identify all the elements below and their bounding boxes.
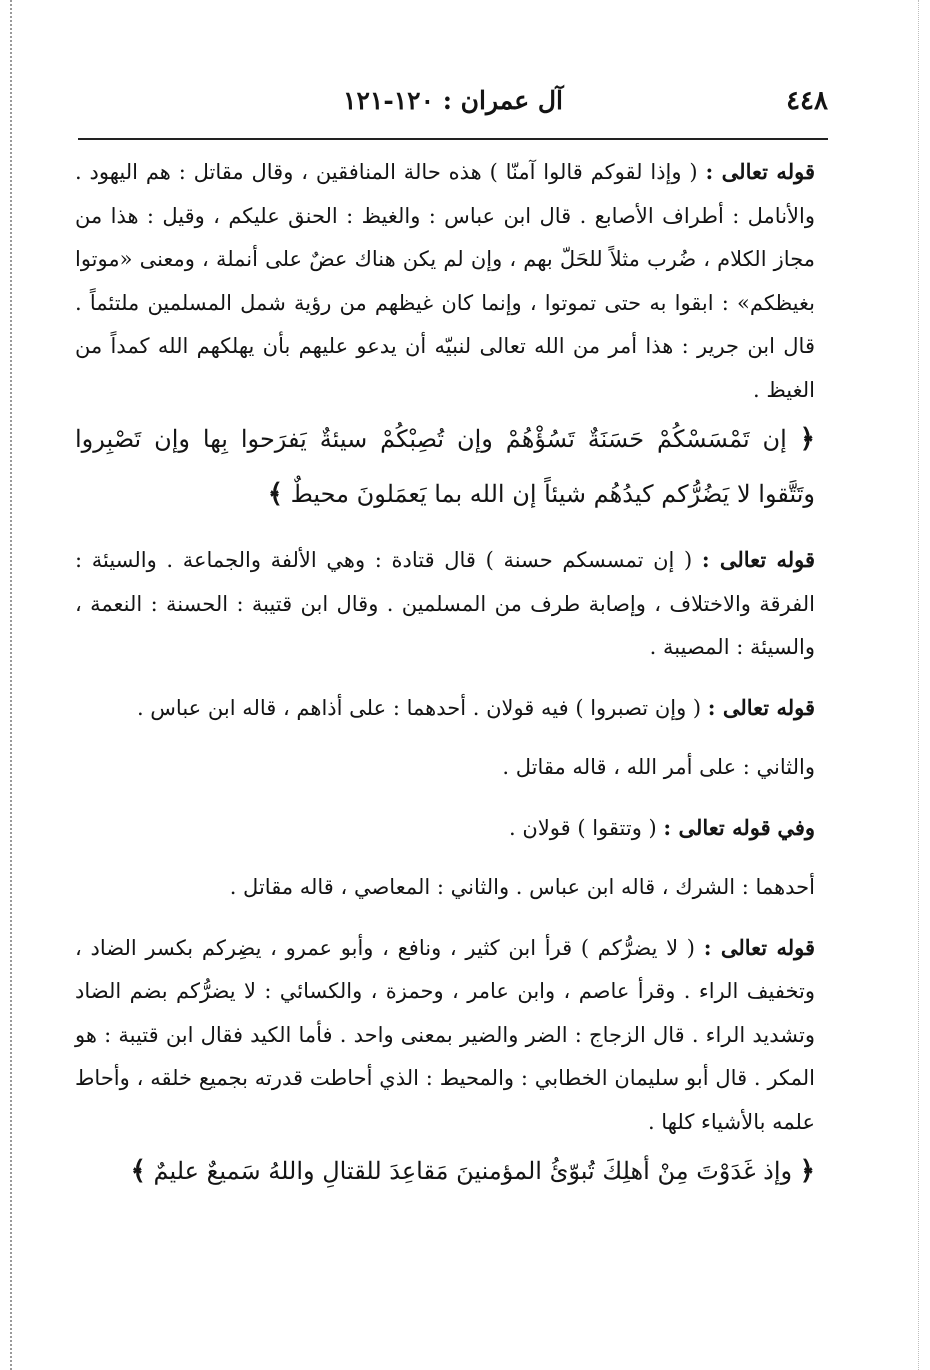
page-number: ٤٤٨: [786, 86, 828, 116]
page-header: [78, 80, 828, 128]
keyword-qawluhu: قوله تعالى :: [705, 159, 815, 184]
scan-edge-dots-left: [10, 0, 12, 1370]
quran-verse-1: [75, 412, 815, 522]
keyword-qawluhu: قوله تعالى :: [703, 934, 815, 960]
paragraph-text: والثاني : على أمر الله ، قاله مقاتل .: [502, 755, 815, 779]
verse-text: إن تَمْسَسْكُمْ حَسَنَةٌ تَسُؤْهُمْ وإن تُصِبْكُمْ سيئةٌ يَفرَحوا بِها وإن تَصْبِروا وتَتَّقوا لا يَضُرُّكم كيدُهُم شيئاً إن الله بما يَعمَلونَ محيطٌ: [75, 425, 815, 508]
scan-edge-dots-right: [918, 0, 919, 1370]
header-rule: [78, 138, 828, 140]
running-title: آل عمران : ١٢٠-١٢١: [343, 86, 563, 115]
verse-close-bracket: ﴾: [130, 1156, 146, 1186]
keyword-qawluhu: قوله تعالى :: [707, 694, 815, 720]
verse-open-bracket: ﴿: [799, 1156, 815, 1186]
commentary-paragraph-6: [75, 866, 815, 910]
paragraph-text: ( لا يضرُّكم ) قرأ ابن كثير ، ونافع ، وأبو عمرو ، يضِركم بكسر الضاد ، وتخفيف الراء . وقرأ عاصم ، وابن عامر ، وحمزة ، والكسائي : لا يضرُّكم بضم الضاد وتشديد الراء . قال الزجاج : الضر والضير بمعنى واحد . فأما الكيد فقال ابن قتيبة : هو المكر . قال أبو سليمان الخطابي : والمحيط : الذي أحاطت قدرته بجميع خلقه ، وأحاط علمه بالأشياء كلها .: [75, 935, 815, 1134]
verse-text: وإذ غَدَوْتَ مِنْ أهلِكَ تُبوّئُ المؤمنينَ مَقاعِدَ للقتالِ واللهُ سَميعٌ عليمٌ: [153, 1157, 793, 1185]
paragraph-text: ( إن تمسسكم حسنة ) قال قتادة : وهي الألفة والجماعة . والسيئة : الفرقة والاختلاف ، وإصابة طرف من المسلمين . وقال ابن قتيبة : الحسنة : النعمة ، والسيئة : المصيبة .: [75, 548, 816, 659]
paragraph-text: ( وتتقوا ) قولان .: [509, 815, 657, 840]
commentary-paragraph-4: [75, 746, 815, 790]
keyword-qawluhu: قوله تعالى :: [701, 547, 815, 572]
verse-open-bracket: ﴿: [799, 424, 815, 454]
commentary-paragraph-3: [75, 686, 815, 731]
keyword-prefix: وفي: [777, 814, 815, 840]
quran-verse-2: [75, 1144, 815, 1199]
paragraph-text: ( وإن تصبروا ) فيه قولان . أحدهما : على أذاهم ، قاله ابن عباس .: [136, 695, 702, 720]
commentary-paragraph-1: [75, 150, 815, 412]
keyword-qawluhu: قوله تعالى :: [663, 814, 771, 840]
commentary-paragraph-2: [75, 538, 815, 670]
paragraph-text: ( وإذا لقوكم قالوا آمنّا ) هذه حالة المنافقين ، وقال مقاتل : هم اليهود . والأنامل : أطراف الأصابع . قال ابن عباس : والغيظ : الحنق عليكم ، وقيل : هذا من مجاز الكلام ، ضُرب مثلاً للحَلّ بهم ، وإن لم يكن هناك عضٌ على أنملة ، ومعنى «موتوا بغيظكم» : ابقوا به حتى تموتوا ، وإنما كان غيظهم من رؤية شمل المسلمين ملتئماً . قال ابن جرير : هذا أمر من الله تعالى لنبيّه أن يدعو عليهم بأن يهلكهم الله كمداً من الغيظ .: [75, 160, 815, 402]
commentary-paragraph-5: [75, 806, 815, 851]
verse-close-bracket: ﴾: [267, 479, 283, 509]
paragraph-text: أحدهما : الشرك ، قاله ابن عباس . والثاني : المعاصي ، قاله مقاتل .: [229, 875, 815, 899]
commentary-paragraph-7: [75, 926, 815, 1145]
page-body: [75, 150, 815, 1199]
